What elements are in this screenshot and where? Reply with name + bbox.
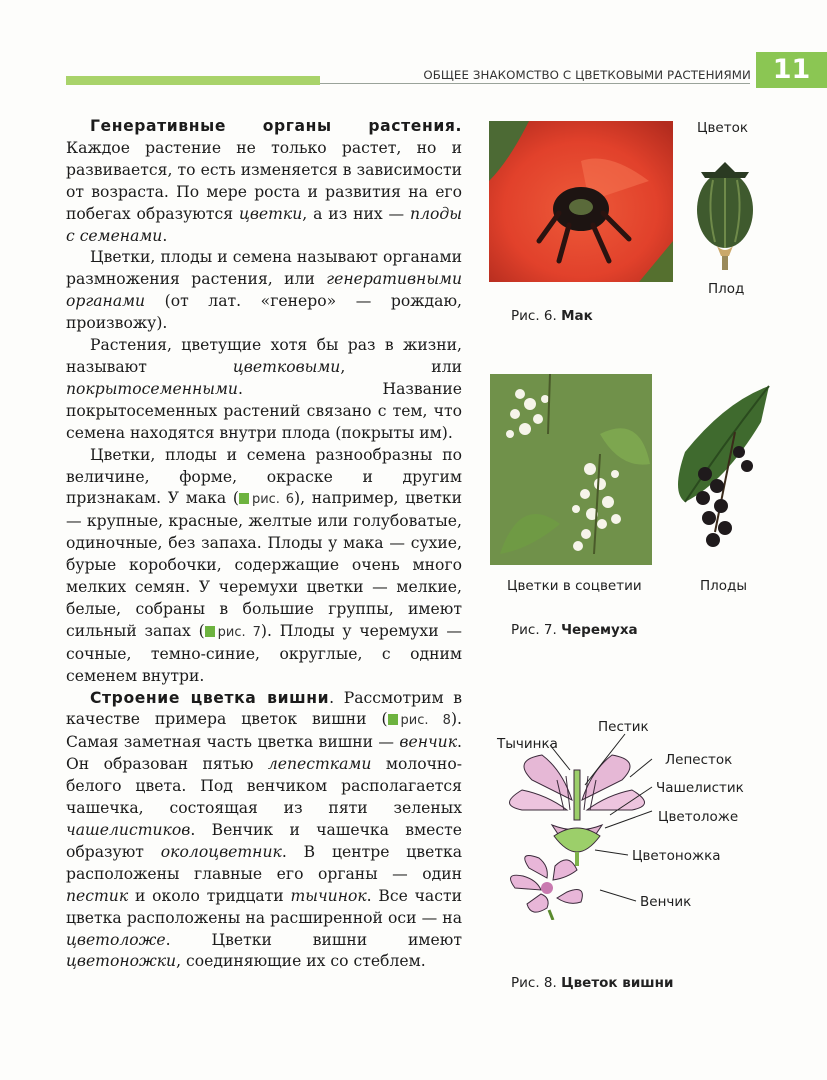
term-pedicels: цветоножки (66, 952, 177, 971)
bird-cherry-flowers-photo (490, 374, 652, 565)
header-rule (320, 83, 750, 84)
poppy-capsule-illustration (693, 160, 757, 270)
main-text-column (66, 116, 462, 973)
poppy-flower-photo (489, 121, 673, 282)
paragraph-flowering-plants: Растения, цветущие хотя бы раз в жизни, называют цветковыми, или покрытосеменными. Название покрытосеменных растений связано с тем, что семена находятся внутри плода (покрыты им). (66, 336, 462, 442)
heading-cherry-flower: Строение цветка вишни (90, 688, 330, 707)
paragraph-generative-organs: Генеративные органы растения. Каждое растение не только растет, но и развивается, то есть изменяется в зависимости от возраста. По мере роста и развития на его побегах образуются цветки, а из них — плоды с семенами. (66, 117, 462, 245)
term-petals: лепестками (267, 755, 372, 774)
label-corolla: Венчик (640, 894, 692, 910)
label-receptacle: Цветоложе (658, 809, 739, 825)
figure-ref-square-icon (388, 714, 398, 725)
term-angiosperms: покрытосеменными (66, 379, 238, 398)
header-accent-bar (66, 76, 320, 85)
term-corolla: венчик (399, 733, 458, 752)
label-pistil: Пестик (598, 719, 649, 735)
term-generative-organs: генеративными органами (66, 270, 462, 311)
caption-fig8: Рис. 8. Цветок вишни (511, 975, 674, 991)
label-sepal: Чашелистик (656, 780, 744, 796)
label-bird-cherry-fruits: Плоды (700, 578, 748, 594)
term-receptacle: цветоложе (66, 930, 166, 949)
label-petal: Лепесток (665, 752, 733, 768)
paragraph-diversity: Цветки, плоды и семена разнообразны по величине, форме, окраске и другим признакам. У мака ( рис. 6), например, цветки — крупные, красные, желтые или голубоватые, одиночные, без запаха. Плоды у мака — сухие, бурые коробочки, содержащие очень много мелких семян. У черемухи цветки — мелкие, белые, собраны в большие группы, имеют сильный запах ( рис. 7). Плоды у черемухи — сочные, темно-синие, округлые, с одним семенем внутри. (66, 445, 462, 685)
label-poppy-fruit: Плод (708, 281, 745, 297)
term-stamens: тычинок (290, 886, 367, 905)
term-sepals: чашелистиков (66, 821, 191, 839)
term-perianth: околоцветник (160, 842, 282, 861)
figure-ref-8[interactable]: рис. 8 (388, 713, 451, 728)
label-pedicel: Цветоножка (632, 848, 721, 864)
caption-fig6: Рис. 6. Мак (511, 308, 593, 324)
cherry-flower-leader-lines (540, 725, 660, 915)
figure-ref-7[interactable]: рис. 7 (205, 625, 261, 640)
figure-ref-6[interactable]: рис. 6 (239, 492, 294, 507)
heading-generative-organs: Генеративные органы растения. (90, 117, 462, 135)
figure-ref-square-icon (239, 493, 249, 504)
figure-ref-square-icon (205, 626, 215, 637)
caption-fig7: Рис. 7. Черемуха (511, 622, 638, 638)
label-poppy-flower: Цветок (697, 120, 749, 136)
term-fruits-seeds: плоды с семенами (66, 204, 462, 245)
label-stamen: Тычинка (497, 736, 558, 752)
section-title: ОБЩЕЕ ЗНАКОМСТВО С ЦВЕТКОВЫМИ РАСТЕНИЯМИ (423, 68, 751, 82)
page-number: 11 (756, 52, 827, 88)
paragraph-cherry-flower: Строение цветка вишни. Рассмотрим в качестве примера цветок вишни ( рис. 8). Самая заметная часть цветка вишни — венчик. Он образован пятью лепестками молочно-белого цвета. Под венчиком располагается чашечка, состоящая из пяти зеленых чашелистиков. Венчик и чашечка вместе образуют околоцветник. В центре цветка расположены главные его органы — один пестик и около тридцати тычинок. Все части цветка расположены на расширенной оси — на цветоложе. Цветки вишни имеют цветоножки, соединяющие их со стеблем. (66, 688, 462, 971)
term-pistil: пестик (66, 886, 129, 905)
label-bird-cherry-flowers: Цветки в соцветии (507, 578, 642, 594)
term-flowers: цветки (238, 204, 303, 223)
bird-cherry-fruits-illustration (665, 382, 777, 560)
paragraph-reproduction-organs: Цветки, плоды и семена называют органами размножения растения, или генеративными органами (от лат. «генеро» — рождаю, произвожу). (66, 248, 462, 333)
term-flowering: цветковыми (232, 357, 341, 376)
